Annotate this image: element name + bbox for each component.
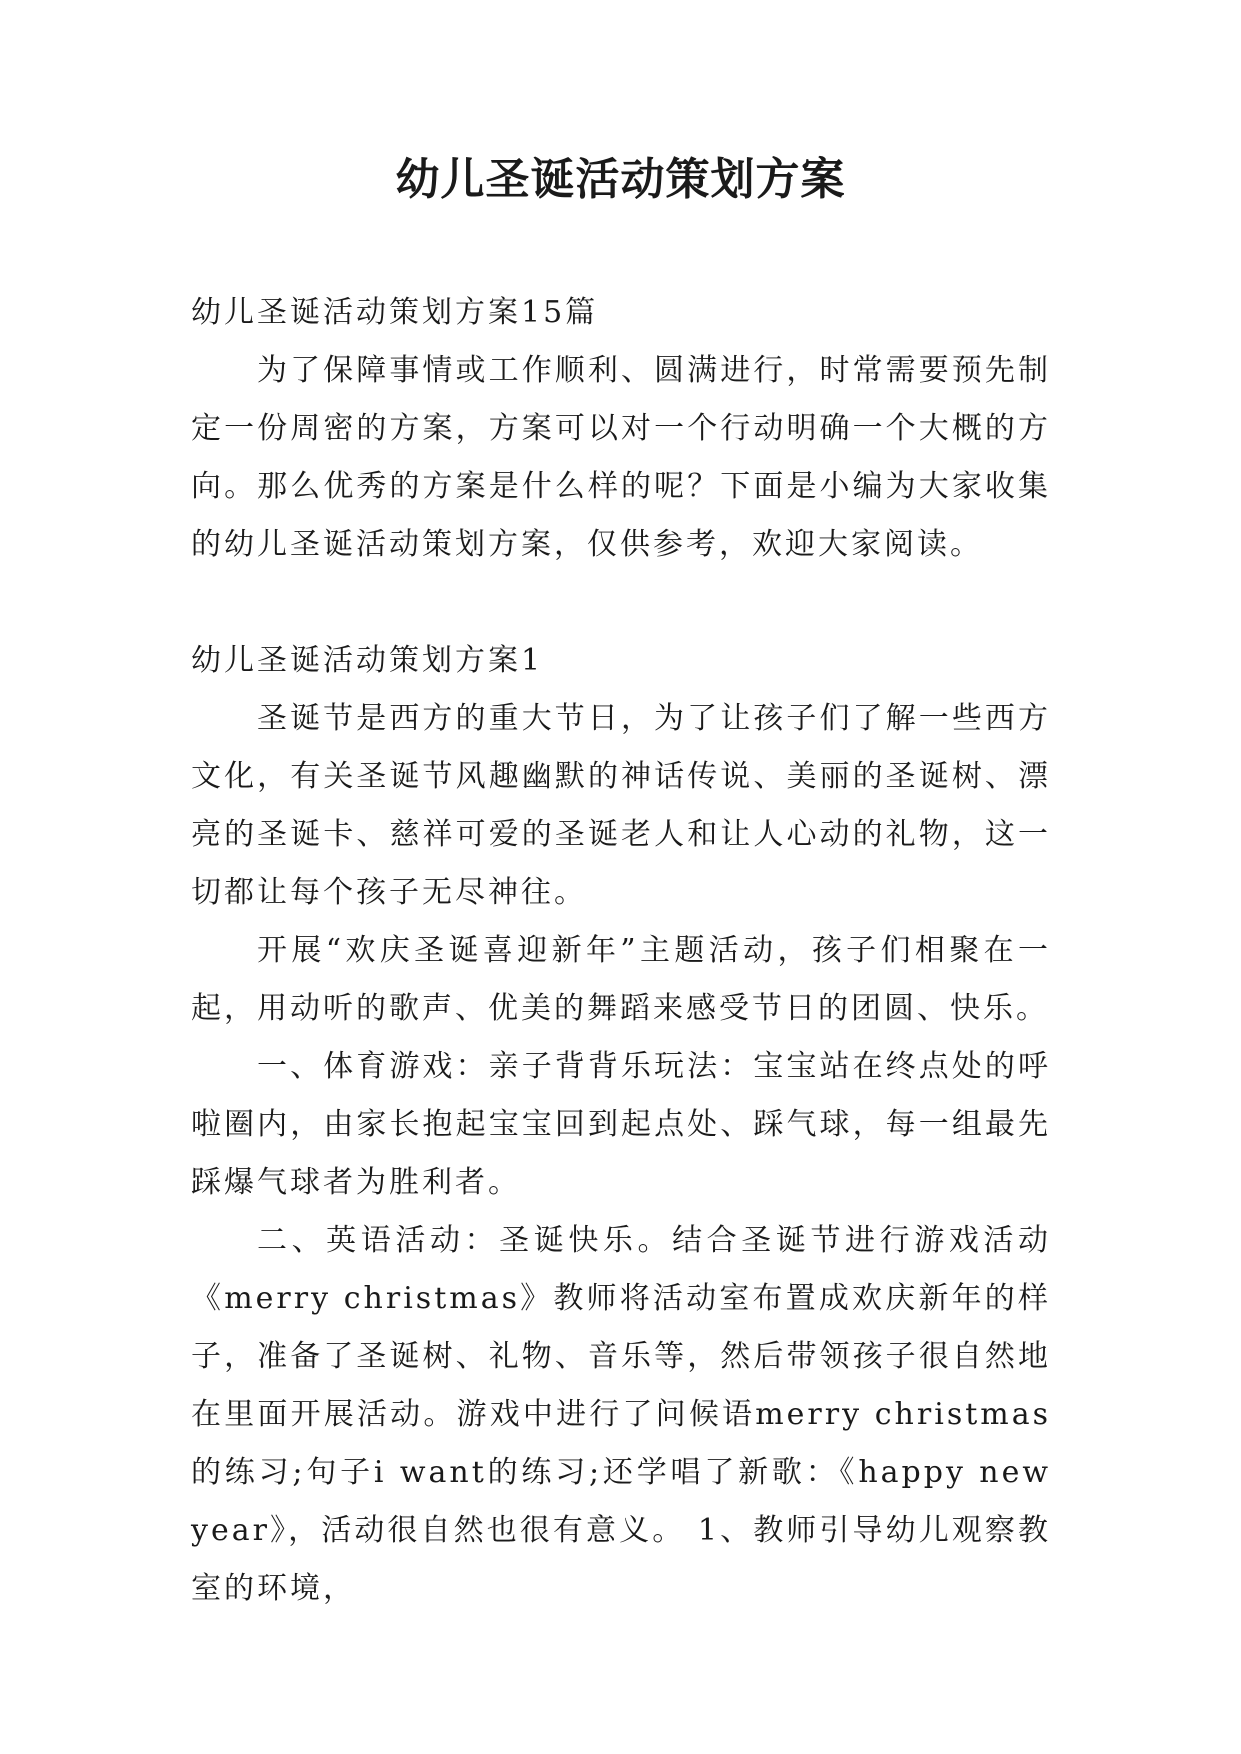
- section-paragraph: 二、英语活动：圣诞快乐。结合圣诞节进行游戏活动《merry christmas》教师将活动室布置成欢庆新年的样子，准备了圣诞树、礼物、音乐等，然后带领孩子很自然地在里面开展活动。游戏中进行了问候语merry christmas 的练习;句子i want的练习;还学唱了新歌：《happy new year》，活动很自然也很有意义。 1、教师引导幼儿观察教室的环境，: [191, 1223, 1051, 1606]
- section-paragraph: 圣诞节是西方的重大节日，为了让孩子们了解一些西方文化，有关圣诞节风趣幽默的神话传说、美丽的圣诞树、漂亮的圣诞卡、慈祥可爱的圣诞老人和让人心动的礼物，这一切都让每个孩子无尽神往。: [191, 701, 1051, 910]
- intro-paragraph: 为了保障事情或工作顺利、圆满进行，时常需要预先制定一份周密的方案，方案可以对一个行动明确一个大概的方向。那么优秀的方案是什么样的呢？下面是小编为大家收集的幼儿圣诞活动策划方案，仅供参考，欢迎大家阅读。: [191, 353, 1051, 562]
- paragraph-spacer: [191, 574, 1051, 632]
- document-body: [191, 284, 1051, 1618]
- document-title: 幼儿圣诞活动策划方案: [395, 154, 846, 205]
- collection-heading: 幼儿圣诞活动策划方案15篇: [191, 295, 599, 330]
- section-paragraph: 开展“欢庆圣诞喜迎新年”主题活动，孩子们相聚在一起，用动听的歌声、优美的舞蹈来感受节日的团圆、快乐。: [191, 933, 1051, 1026]
- section-heading: 幼儿圣诞活动策划方案1: [191, 643, 544, 678]
- section-paragraph: 一、体育游戏：亲子背背乐玩法：宝宝站在终点处的呼啦圈内，由家长抱起宝宝回到起点处、踩气球，每一组最先踩爆气球者为胜利者。: [191, 1049, 1051, 1200]
